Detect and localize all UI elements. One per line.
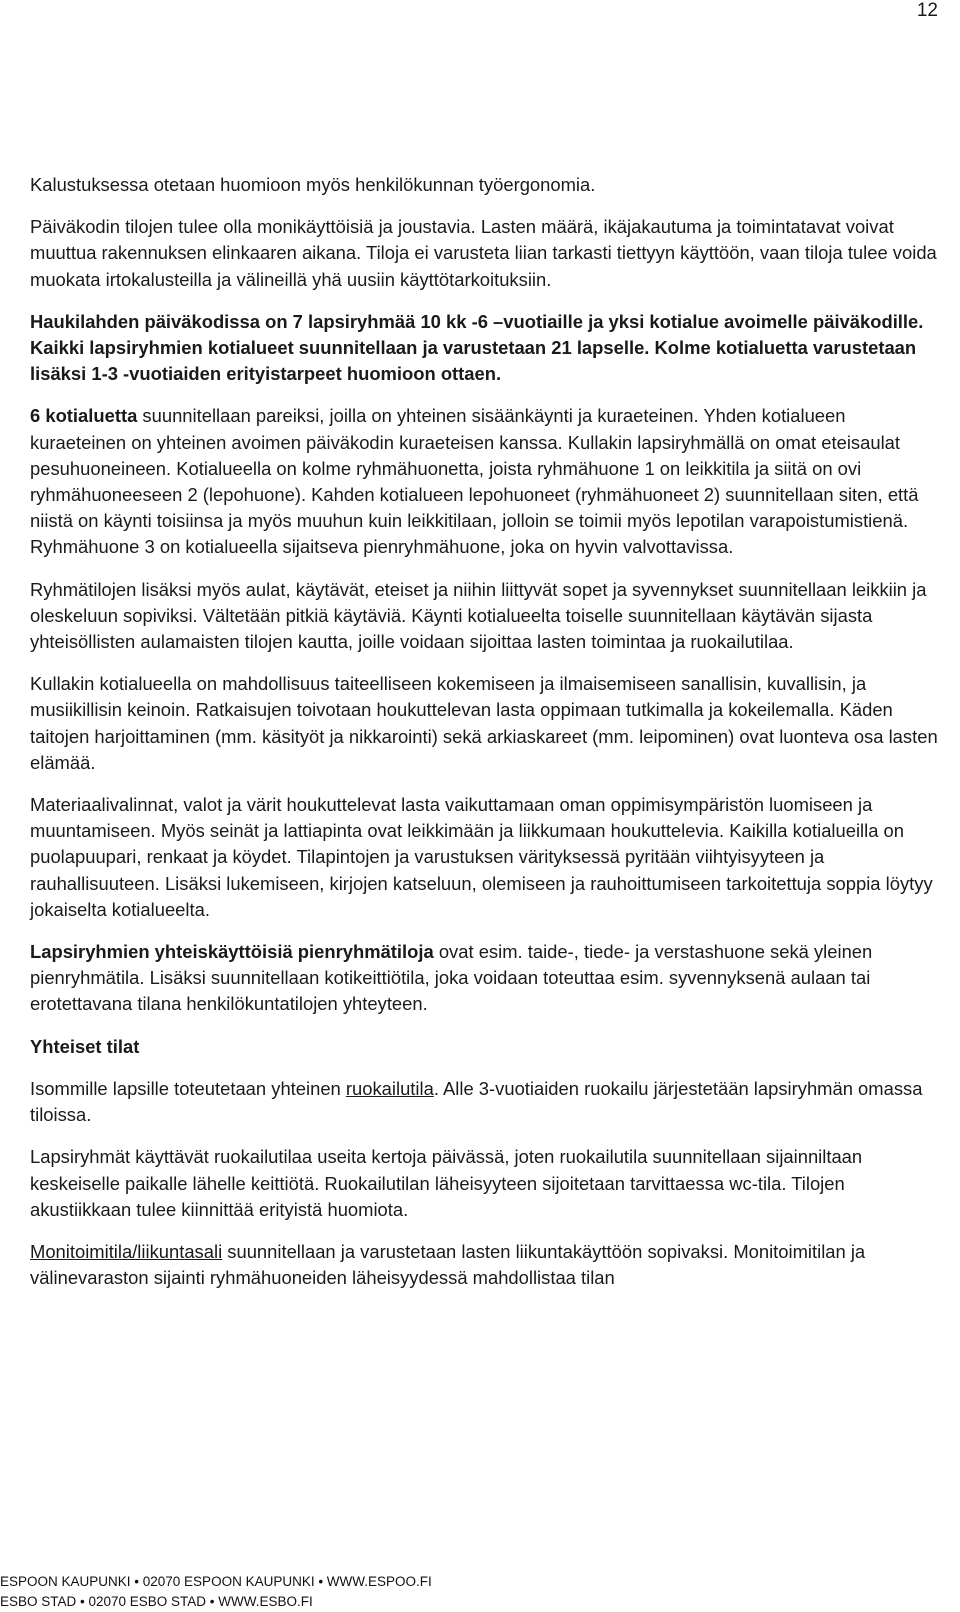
section-heading-shared-spaces: Yhteiset tilat [30,1035,140,1057]
paragraph-artistic: Kullakin kotialueella on mahdollisuus taiteelliseen kokemiseen ja ilmaisemiseen sanallisin, kuvallisin, ja musiikillisin keinoin. Ratkaisujen toivotaan houkuttelevan lasta oppimaan tutkimalla ja kokeilemalla. Käden taitojen harjoittaminen (mm. käsityöt ja nikkarointi) sekä arkiaskareet (mm. leipominen) ovat luonteva osa lasten elämää. [30,673,938,773]
page-footer [0,1572,960,1612]
small-group-rooms-lead: Lapsiryhmien yhteiskäyttöisiä pienryhmätiloja [30,941,434,963]
footer-line-swedish: ESBO STAD • 02070 ESBO STAD • WWW.ESBO.FI [0,1594,313,1609]
paragraph-corridors: Ryhmätilojen lisäksi myös aulat, käytävät, eteiset ja niihin liittyvät sopet ja syvennykset suunnitellaan leikkiin ja oleskeluun sopiviksi. Vältetään pitkiä käytäviä. Käynti kotialueelta toiselle suunnitellaan käytävän sijasta yhteisöllisten aulamaisten tilojen kautta, joille voidaan sijoittaa lasten toimintaa ja ruokailutilaa. [30,578,927,653]
document-body [30,172,938,1307]
paragraph-dining [30,1076,938,1128]
gym-text: suunnitellaan ja varustetaan lasten liikuntakäyttöön sopivaksi. Monitoimitilan ja välinevaraston sijainti ryhmähuoneiden läheisyydessä mahdollistaa tilan [30,1240,866,1289]
gym-term: Monitoimitila/liikuntasali [30,1240,223,1262]
paragraph-small-group-rooms [30,939,938,1018]
paragraph-home-areas [30,403,938,560]
page-number: 12 [916,0,938,21]
paragraph-dining-location: Lapsiryhmät käyttävät ruokailutilaa useita kertoja päivässä, joten ruokailutila suunnitellaan sijainniltaan keskeiselle paikalle lähelle keittiötä. Ruokailutilan läheisyyteen sijoitetaan tarvittaessa wc-tila. Tilojen akustiikkaan tulee kiinnittää erityistä huomiota. [30,1146,863,1220]
paragraph-ergonomics: Kalustuksessa otetaan huomioon myös henkilökunnan työergonomia. [30,174,596,195]
paragraph-groups-summary: Haukilahden päiväkodissa on 7 lapsiryhmää 10 kk -6 –vuotiaille ja yksi kotialue avoimelle päiväkodille. Kaikki lapsiryhmien kotialueet suunnitellaan ja varustetaan 21 lapselle. Kolme kotialuetta varustetaan lisäksi 1-3 -vuotiaiden erityistarpeet huomioon ottaen. [30,310,924,385]
dining-rest: . Alle 3-vuotiaiden ruokailu järjestetään lapsiryhmän omassa tiloissa. [30,1077,923,1126]
home-areas-lead: 6 kotialuetta [30,405,138,427]
footer-line-finnish: ESPOON KAUPUNKI • 02070 ESPOON KAUPUNKI • WWW.ESPOO.FI [0,1574,432,1589]
dining-pre: Isommille lapsille toteutetaan yhteinen [30,1077,346,1099]
paragraph-flexibility: Päiväkodin tilojen tulee olla monikäyttöisiä ja joustavia. Lasten määrä, ikäjakautuma ja toimintatavat voivat muuttua rakennuksen elinkaaren aikana. Tiloja ei varusteta liian tarkasti tiettyyn käyttöön, vaan tiloja tulee voida muokata irtokalusteilla ja välineillä yhä uusiin käyttötarkoituksiin. [30,216,937,290]
paragraph-materials: Materiaalivalinnat, valot ja värit houkuttelevat lasta vaikuttamaan oman oppimisympäristön luomiseen ja muuntamiseen. Myös seinät ja lattiapinta ovat leikkimään ja liikkumaan houkuttelevia. Kaikilla kotialueilla on puolapuupari, renkaat ja köydet. Tilapintojen ja varustuksen värityksessä pyritään viihtyisyyteen ja rauhallisuuteen. Lisäksi lukemiseen, kirjojen katseluun, olemiseen ja rauhoittumiseen tarkoitettuja soppia löytyy jokaiselta kotialueelta. [30,794,933,920]
dining-room-term: ruokailutila [345,1077,434,1099]
small-group-rooms-text: ovat esim. taide-, tiede- ja verstashuone sekä yleinen pienryhmätila. Lisäksi suunnitellaan kotikeittiötila, joka voidaan toteuttaa esim. syvennyksenä aulaan tai erotettavana tilana henkilökuntatilojen yhteyteen. [30,941,873,1015]
paragraph-gym [30,1239,938,1291]
home-areas-text: suunnitellaan pareiksi, joilla on yhteinen sisäänkäynti ja kuraeteinen. Yhden kotialueen kuraeteinen on yhteinen avoimen päiväkodin kuraeteisen kanssa. Kullakin lapsiryhmällä on omat eteisaulat pesuhuoneineen. Kotialueella on kolme ryhmähuonetta, joista ryhmähuone 1 on leikkitila ja siitä on ovi ryhmähuoneeseen 2 (lepohuone). Kahden kotialueen lepohuoneet (ryhmähuoneet 2) suunnitellaan siten, että niistä on käynti toisiinsa ja myös muuhun kuin leikkitilaan, jolloin se toimii myös lepotilan varapoistumistienä. Ryhmähuone 3 on kotialueella sijaitseva pienryhmähuone, joka on hyvin valvottavissa. [30,405,919,558]
